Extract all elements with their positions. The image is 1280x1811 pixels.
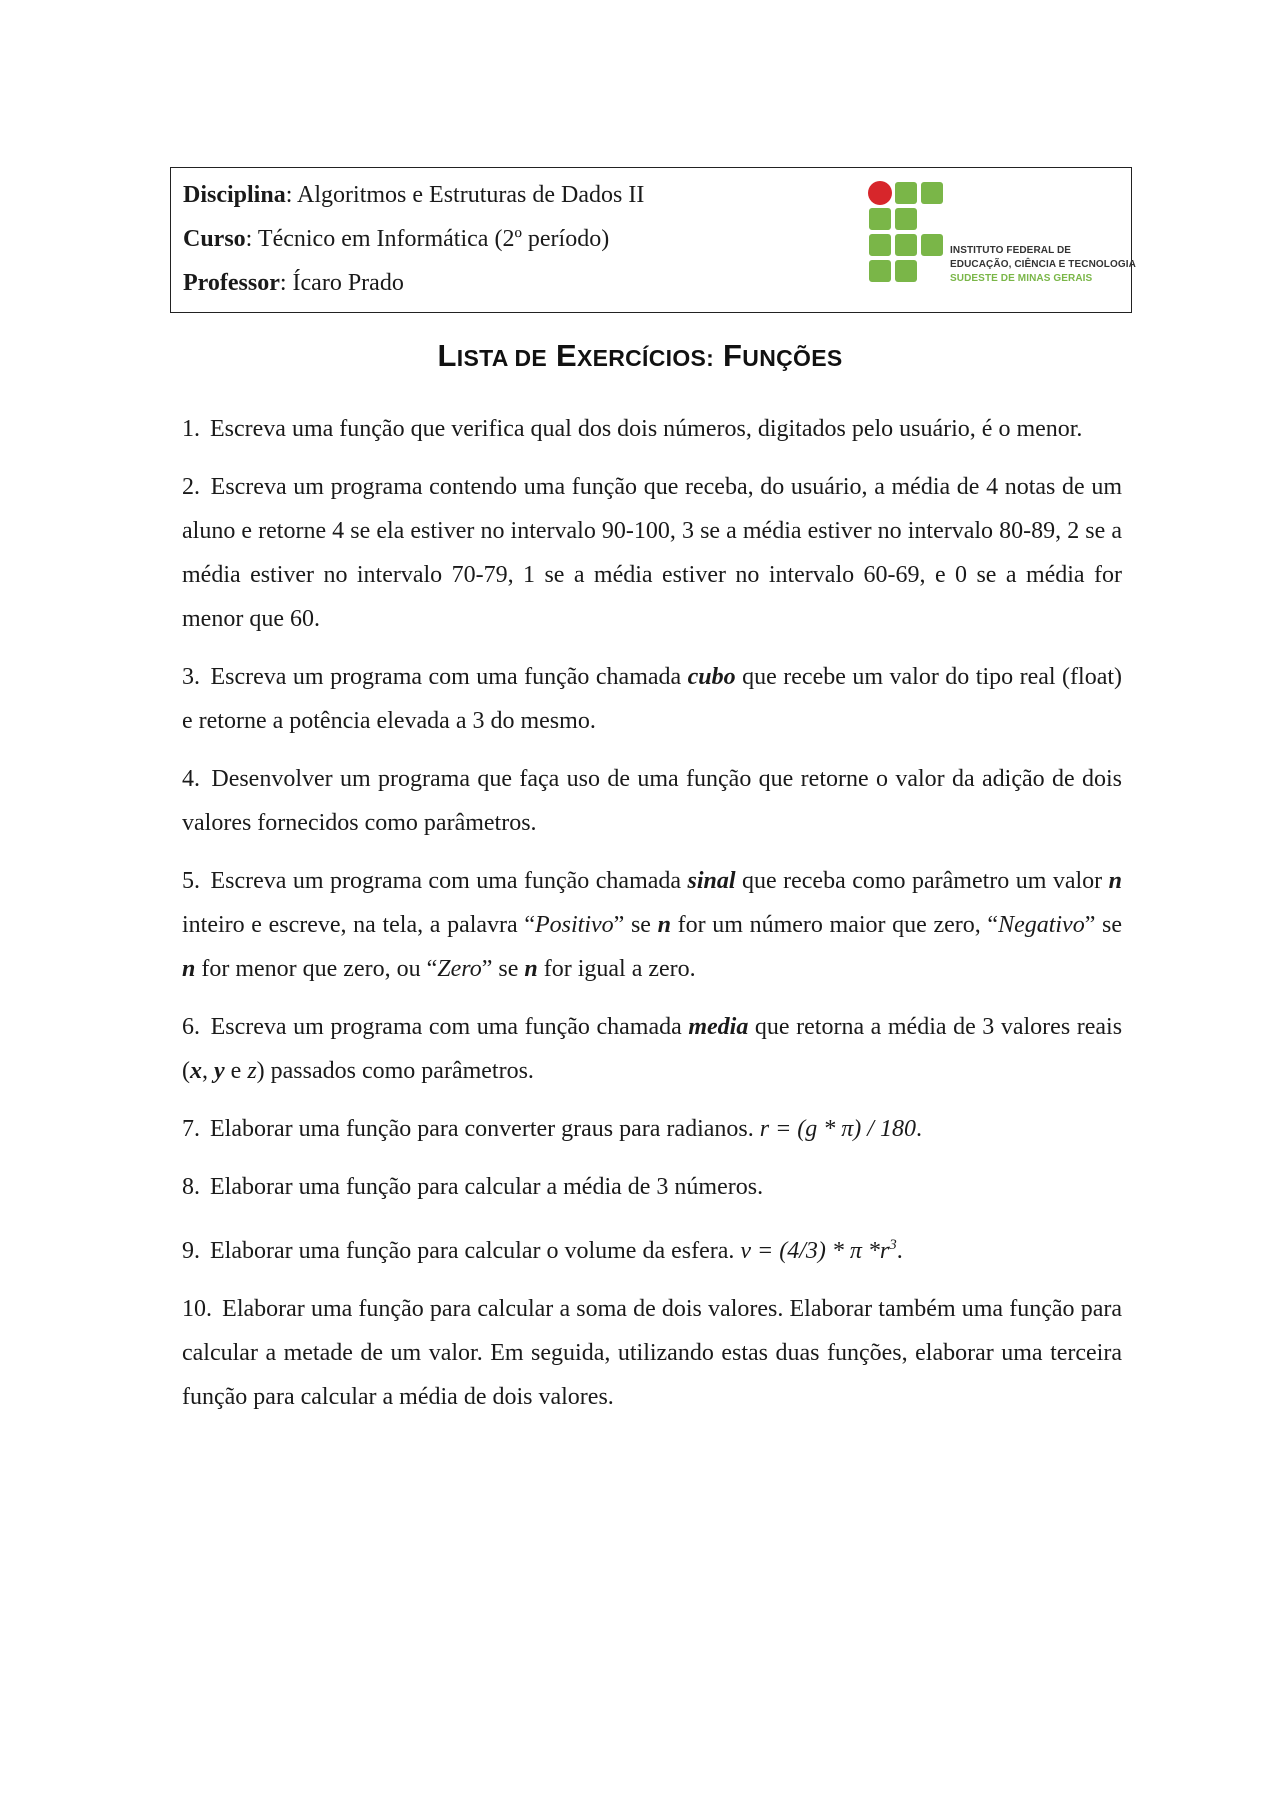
exercise-number: 9. (182, 1238, 200, 1264)
discipline-label: Disciplina (183, 182, 286, 208)
word-zero: Zero (437, 956, 482, 982)
exercise-list (182, 407, 1122, 1433)
exercise-text: Escreva uma função que verifica qual dos dois números, digitados pelo usuário, é o menor. (210, 416, 1083, 442)
discipline-line: Disciplina: Algoritmos e Estruturas de Dados II (183, 182, 645, 208)
course-line: Curso: Técnico em Informática (2º período) (183, 226, 610, 252)
function-name: media (688, 1014, 749, 1040)
exercise-text: ) passados como parâmetros. (256, 1058, 534, 1084)
header-box (170, 167, 1136, 313)
variable-n: n (657, 912, 671, 938)
title-rest-3: UNÇÕES (742, 345, 843, 371)
word-negativo: Negativo (998, 912, 1085, 938)
exercise-5 (182, 859, 1122, 991)
exercise-7 (182, 1107, 1122, 1151)
teacher-label: Professor (183, 270, 280, 296)
course-value: Técnico em Informática (2º período) (257, 226, 610, 252)
exercise-text: Elaborar uma função para calcular a soma de dois valores. Elaborar também uma função para calcular a metade de um valor. Em seguida, utilizando estas duas funções, elaborar uma terceira função para calcular a média de dois valores. (182, 1296, 1123, 1410)
logo-text-line2: EDUCAÇÃO, CIÊNCIA E TECNOLOGIA (950, 259, 1136, 270)
title-rest-1: ISTA DE (456, 345, 548, 371)
exercise-text: ” se (481, 956, 519, 982)
title-rest-2: XERCÍCIOS: (576, 345, 715, 371)
logo-text-line1: INSTITUTO FEDERAL DE (950, 245, 1072, 256)
exercise-text: Elaborar uma função para calcular a média de 3 números. (210, 1174, 764, 1200)
separator: e (230, 1058, 242, 1084)
exercise-10 (182, 1287, 1122, 1419)
teacher-value: Ícaro Prado (292, 270, 404, 296)
exercise-text: Desenvolver um programa que faça uso de uma função que retorne o valor da adição de dois valores fornecidos como parâmetros. (182, 766, 1123, 836)
variable-n: n (1108, 868, 1122, 894)
exercise-2 (182, 465, 1122, 641)
function-name: cubo (687, 664, 736, 690)
variable-y: y (214, 1058, 225, 1084)
formula: v = (4/3) * π *r (740, 1238, 890, 1264)
exercise-text: que retorna a média de 3 valores reais ( (182, 1014, 1123, 1084)
exercise-number: 5. (182, 868, 200, 894)
formula: r = (g * π) / 180 (759, 1116, 916, 1142)
function-name: sinal (687, 868, 736, 894)
exercise-number: 3. (182, 664, 200, 690)
exercise-text: que recebe um valor do tipo real (float) e retorne a potência elevada a 3 do mesmo. (182, 664, 1123, 734)
exercise-text: for um número maior que zero, “ (677, 912, 999, 938)
exercise-number: 1. (182, 416, 200, 442)
discipline-value: Algoritmos e Estruturas de Dados II (297, 182, 645, 208)
exercise-text: Escreva um programa com uma função chamada (210, 1014, 682, 1040)
exercise-text: ” se (1084, 912, 1123, 938)
exercise-text: Escreva um programa com uma função chamada (210, 664, 682, 690)
exercise-text: Elaborar uma função para calcular o volume da esfera. (210, 1238, 735, 1264)
word-positivo: Positivo (535, 912, 614, 938)
exercise-number: 2. (182, 474, 200, 500)
variable-n: n (524, 956, 538, 982)
period: . (915, 1116, 922, 1142)
title-cap-3: F (723, 338, 743, 373)
course-label: Curso (183, 226, 246, 252)
teacher-line: Professor: Ícaro Prado (183, 270, 404, 296)
exercise-4 (182, 757, 1122, 845)
period: . (896, 1238, 903, 1264)
exercise-text: for igual a zero. (543, 956, 696, 982)
title-cap-1: L (437, 338, 457, 373)
institute-logo (868, 181, 1136, 291)
exercise-number: 6. (182, 1014, 200, 1040)
exercise-3 (182, 655, 1122, 743)
institute-logo-icon (868, 181, 948, 291)
exercise-9 (182, 1223, 1122, 1273)
page-title (0, 338, 1280, 374)
exercise-text: que receba como parâmetro um valor (742, 868, 1103, 894)
logo-text-line3: SUDESTE DE MINAS GERAIS (950, 273, 1093, 284)
exercise-text: inteiro e escreve, na tela, a palavra “ (182, 912, 535, 938)
exercise-6 (182, 1005, 1122, 1093)
variable-n: n (182, 956, 196, 982)
exercise-8 (182, 1165, 1122, 1209)
exercise-number: 10. (182, 1296, 212, 1322)
exercise-number: 4. (182, 766, 200, 792)
title-cap-2: E (555, 338, 577, 373)
exercise-text: for menor que zero, ou “ (201, 956, 438, 982)
exercise-text: Escreva um programa contendo uma função que receba, do usuário, a média de 4 notas de um aluno e retorne 4 se ela estiver no intervalo 90-100, 3 se a média estiver no intervalo 80-89, 2 se a média estiver no intervalo 70-79, 1 se a média estiver no intervalo 60-69, e 0 se a média for menor que 60. (182, 474, 1123, 632)
exercise-text: Escreva um programa com uma função chamada (210, 868, 682, 894)
exercise-text: ” se (613, 912, 651, 938)
exponent: 3 (889, 1237, 897, 1253)
exercise-1 (182, 407, 1122, 451)
exercise-text: Elaborar uma função para converter graus para radianos. (210, 1116, 754, 1142)
variable-x: x (190, 1058, 202, 1084)
exercise-number: 7. (182, 1116, 200, 1142)
separator: , (202, 1058, 208, 1084)
variable-z: z (247, 1058, 257, 1084)
exercise-number: 8. (182, 1174, 200, 1200)
